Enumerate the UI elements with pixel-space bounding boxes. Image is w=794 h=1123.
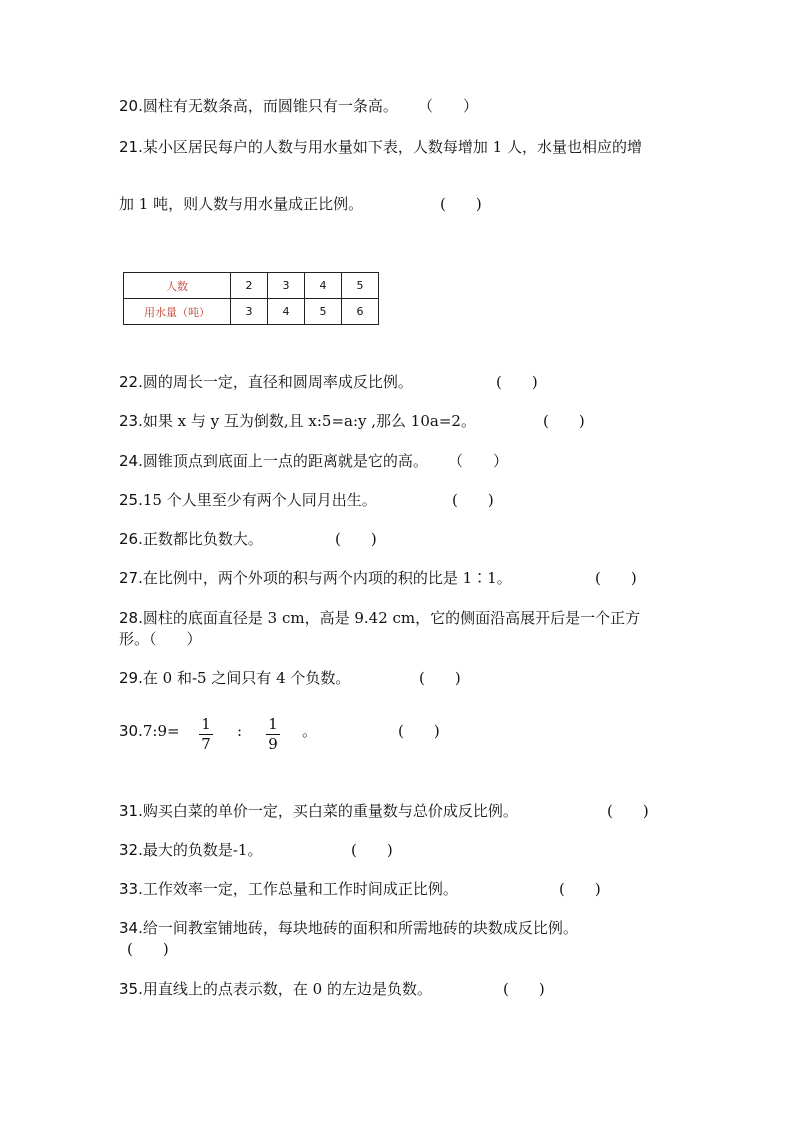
answer-blank-25[interactable]: ( ) xyxy=(452,491,494,509)
question-text: 用直线上的点表示数，在 0 的左边是负数。 xyxy=(142,980,432,998)
table-row xyxy=(124,299,379,325)
question-text: 在 0 和-5 之间只有 4 个负数。 xyxy=(142,669,351,687)
answer-blank-20[interactable]: （ ） xyxy=(418,97,479,115)
question-number: 33. xyxy=(119,880,143,898)
question-text: 圆柱有无数条高，而圆锥只有一条高。 xyxy=(142,97,398,115)
answer-blank-21[interactable]: ( ) xyxy=(440,195,482,213)
table-row xyxy=(124,273,379,299)
question-28-continued: 形。（ ） xyxy=(119,630,202,648)
question-text: 某小区居民每户的人数与用水量如下表，人数每增加 1 人，水量也相应的增 xyxy=(142,138,642,156)
question-21 xyxy=(119,137,642,157)
table-cell: 2 xyxy=(231,273,268,299)
answer-blank-30[interactable]: ( ) xyxy=(398,722,440,740)
fraction-denominator: 9 xyxy=(268,735,278,753)
answer-blank-35[interactable]: ( ) xyxy=(503,980,545,998)
question-number: 35. xyxy=(119,980,143,998)
question-32 xyxy=(119,840,262,860)
fraction-denominator: 7 xyxy=(201,735,211,753)
fraction-one-ninth xyxy=(266,716,280,753)
question-30 xyxy=(119,721,180,741)
question-number: 34. xyxy=(119,919,143,937)
question-number: 28. xyxy=(119,609,143,627)
question-31 xyxy=(119,801,518,821)
fraction-numerator: 1 xyxy=(268,715,278,733)
question-26 xyxy=(119,529,263,549)
question-number: 29. xyxy=(119,669,143,687)
table-cell: 5 xyxy=(342,273,379,299)
answer-blank-24[interactable]: （ ） xyxy=(448,452,509,470)
question-20 xyxy=(119,96,398,116)
question-35 xyxy=(119,979,432,999)
answer-blank-26[interactable]: ( ) xyxy=(335,530,377,548)
answer-blank-23[interactable]: ( ) xyxy=(543,412,585,430)
question-text: 正数都比负数大。 xyxy=(142,530,263,548)
answer-blank-27[interactable]: ( ) xyxy=(595,569,637,587)
question-22 xyxy=(119,372,413,392)
answer-blank-31[interactable]: ( ) xyxy=(607,802,649,820)
sentence-end: 。 xyxy=(302,722,318,740)
question-number: 21. xyxy=(119,138,143,156)
question-text: 7:9= xyxy=(142,722,180,740)
question-number: 31. xyxy=(119,802,143,820)
table-cell: 5 xyxy=(305,299,342,325)
fraction-numerator: 1 xyxy=(201,715,211,733)
question-27 xyxy=(119,568,512,588)
question-number: 25. xyxy=(119,491,143,509)
table-cell: 4 xyxy=(268,299,305,325)
table-cell: 3 xyxy=(268,273,305,299)
question-number: 24. xyxy=(119,452,143,470)
question-text: 圆锥顶点到底面上一点的距离就是它的高。 xyxy=(142,452,428,470)
question-text: 在比例中，两个外项的积与两个内项的积的比是 1∶1。 xyxy=(142,569,512,587)
question-number: 20. xyxy=(119,97,143,115)
question-text: 圆柱的底面直径是 3 cm，高是 9.42 cm，它的侧面沿高展开后是一个正方 xyxy=(142,609,641,627)
question-text: 工作效率一定，工作总量和工作时间成正比例。 xyxy=(142,880,458,898)
ratio-colon: : xyxy=(237,722,243,740)
question-29 xyxy=(119,668,350,688)
question-text: 购买白菜的单价一定，买白菜的重量数与总价成反比例。 xyxy=(142,802,518,820)
question-number: 26. xyxy=(119,530,143,548)
question-text: 给一间教室铺地砖，每块地砖的面积和所需地砖的块数成反比例。 xyxy=(142,919,578,937)
answer-blank-29[interactable]: ( ) xyxy=(419,669,461,687)
question-23 xyxy=(119,411,476,431)
question-number: 30. xyxy=(119,722,143,740)
question-21-continued: 加 1 吨，则人数与用水量成正比例。 xyxy=(119,195,364,213)
answer-blank-32[interactable]: ( ) xyxy=(351,841,393,859)
question-text: 圆的周长一定，直径和圆周率成反比例。 xyxy=(142,373,413,391)
question-number: 32. xyxy=(119,841,143,859)
question-text: 15 个人里至少有两个人同月出生。 xyxy=(142,491,377,509)
question-number: 23. xyxy=(119,412,143,430)
water-usage-table xyxy=(123,272,379,325)
table-cell: 6 xyxy=(342,299,379,325)
question-28 xyxy=(119,608,640,628)
question-text: 如果 x 与 y 互为倒数,且 x:5=a:y ,那么 10a=2。 xyxy=(142,412,476,430)
question-text: 最大的负数是-1。 xyxy=(142,841,263,859)
question-number: 22. xyxy=(119,373,143,391)
table-cell: 3 xyxy=(231,299,268,325)
question-25 xyxy=(119,490,377,510)
question-number: 27. xyxy=(119,569,143,587)
question-24 xyxy=(119,451,428,471)
table-cell: 4 xyxy=(305,273,342,299)
question-33 xyxy=(119,879,458,899)
answer-blank-33[interactable]: ( ) xyxy=(559,880,601,898)
table-row-label: 用水量（吨） xyxy=(124,299,231,325)
question-34 xyxy=(119,918,578,938)
fraction-one-seventh xyxy=(199,716,213,753)
table-row-label: 人数 xyxy=(124,273,231,299)
answer-blank-34[interactable]: ( ) xyxy=(127,940,169,958)
answer-blank-22[interactable]: ( ) xyxy=(496,373,538,391)
